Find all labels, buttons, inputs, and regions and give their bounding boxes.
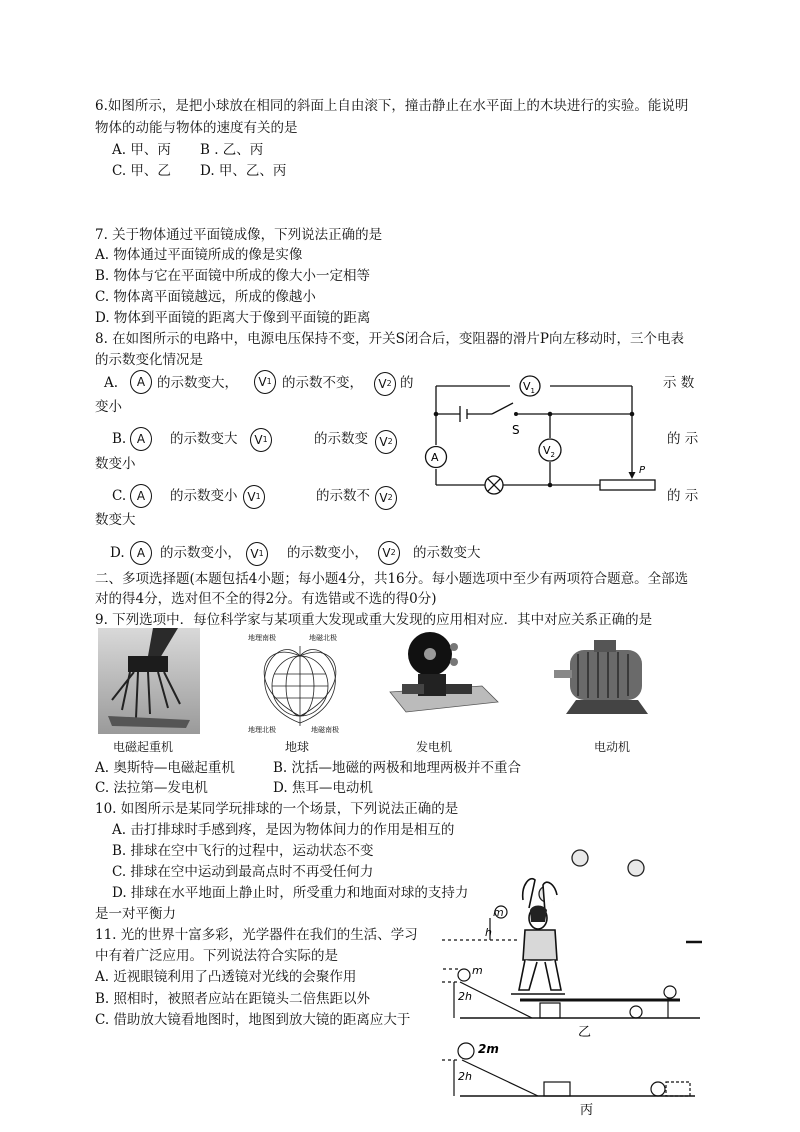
motor-image	[548, 634, 660, 718]
q10-option-d-line1: D. 排球在水平地面上静止时，所受重力和地面对球的支持力	[112, 885, 469, 901]
ammeter-symbol: A	[130, 370, 152, 394]
q8-option-b-label: B.	[112, 431, 127, 447]
section2-line1: 二、多项选择题(本题包括4小题；每小题4分，共16分。每小题选项中至少有两项符合题意。全部选	[95, 571, 689, 587]
q8-option-c-cont: 数变大	[95, 512, 136, 528]
q11-stem-line2: 中有着广泛应用。下列说法符合实际的是	[95, 948, 338, 964]
q6-stem-line1: 6.如图所示，是把小球放在相同的斜面上自由滚下，撞击静止在水平面上的木块进行的实验。能说明	[95, 98, 689, 114]
q8-option-a-cont: 变小	[95, 399, 122, 415]
ramp-yi-2h-label: 2h	[458, 990, 472, 1003]
q7-option-a: A. 物体通过平面镜所成的像是实像	[95, 247, 303, 263]
q8-option-d-text3: 的示数变大	[413, 545, 481, 561]
q6-option-c: C. 甲、乙	[112, 163, 171, 179]
globe-label-bottom-left: 地理北极	[248, 726, 276, 734]
q9-option-a: A. 奥斯特—电磁起重机	[95, 760, 235, 776]
q7-option-d: D. 物体到平面镜的距离大于像到平面镜的距离	[95, 310, 371, 326]
voltmeter-v1-symbol: V 1	[250, 428, 272, 452]
voltmeter-v2-symbol: V 2	[374, 372, 396, 396]
switch-label: S	[512, 423, 520, 437]
q8-option-d-text1: 的示数变小，	[160, 545, 241, 561]
caption-earth: 地球	[285, 740, 310, 754]
q9-option-d: D. 焦耳—电动机	[273, 780, 373, 796]
q9-stem: 9. 下列选项中．每位科学家与某项重大发现或重大发现的应用相对应．其中对应关系正确的是	[95, 612, 653, 628]
q8-option-a-label: A.	[104, 375, 119, 391]
q9-option-b: B. 沈括—地磁的两极和地理两极并不重合	[273, 760, 522, 776]
ammeter-symbol: A	[130, 484, 152, 508]
q8-option-d-label: D.	[110, 545, 125, 561]
voltmeter-v1-symbol: V 1	[243, 485, 265, 509]
ramp-experiment-figure	[440, 900, 700, 1120]
q10-stem: 10. 如图所示是某同学玩排球的一个场景，下列说法正确的是	[95, 801, 459, 817]
voltmeter-v2-symbol: V 2	[375, 430, 397, 454]
caption-motor: 电动机	[594, 740, 631, 754]
q6-option-b: B . 乙、丙	[200, 142, 264, 158]
q11-option-b: B. 照相时，被照者应站在距镜头二倍焦距以外	[95, 991, 371, 1007]
q11-option-a: A. 近视眼镜利用了凸透镜对光线的会聚作用	[95, 969, 357, 985]
q10-option-c: C. 排球在空中运动到最高点时不再受任何力	[112, 864, 374, 880]
q8-option-b-tail: 的 示	[667, 431, 699, 447]
circuit-v1-label: $V_1$	[523, 380, 535, 395]
ramp-bing-2m-label: 2m	[478, 1042, 499, 1056]
q8-option-a-tail: 示 数	[663, 375, 695, 391]
caption-crane: 电磁起重机	[113, 740, 174, 754]
q10-option-b: B. 排球在空中飞行的过程中，运动状态不变	[112, 843, 374, 859]
globe-label-top-right: 地磁北极	[309, 634, 337, 642]
q8-option-b-cont: 数变小	[95, 456, 136, 472]
q8-option-c-text1: 的示数变小	[170, 488, 238, 504]
caption-generator: 发电机	[416, 740, 453, 754]
q6-option-a: A. 甲、丙	[112, 142, 171, 158]
globe-label-bottom-right: 地磁南极	[311, 726, 339, 734]
slider-p-label: P	[639, 465, 646, 476]
ball-h-mass-label: m	[493, 906, 504, 919]
circuit-v2-label: $V_2$	[543, 444, 555, 459]
q8-option-c-tail: 的 示	[667, 488, 699, 504]
q10-option-d-line2: 是一对平衡力	[95, 906, 176, 922]
q11-stem-line1: 11. 光的世界十富多彩，光学器件在我们的生活、学习	[95, 927, 418, 943]
circuit-a-label: A	[431, 451, 439, 464]
figure-bing-label: 丙	[580, 1103, 594, 1118]
q8-option-b-text2: 的示数变	[314, 431, 368, 447]
generator-image	[382, 632, 502, 718]
player-h-label: h	[485, 926, 492, 939]
section2-line2: 对的得4分，选对但不全的得2分。有选错或不选的得0分)	[95, 591, 437, 607]
q8-option-d-text2: 的示数变小，	[287, 545, 368, 561]
globe-label-top-left: 地理南极	[248, 634, 276, 642]
q10-option-a: A. 击打排球时手感到疼，是因为物体间力的作用是相互的	[112, 822, 455, 838]
q6-stem-line2: 物体的动能与物体的速度有关的是	[95, 120, 298, 136]
voltmeter-v1-symbol: V 1	[246, 542, 268, 566]
q7-stem: 7. 关于物体通过平面镜成像，下列说法正确的是	[95, 227, 383, 243]
q8-stem-line1: 8. 在如图所示的电路中，电源电压保持不变，开关S闭合后，变阻器的滑片P向左移动时，三个电表	[95, 331, 685, 347]
q11-option-c: C. 借助放大镜看地图时，地图到放大镜的距离应大于	[95, 1012, 411, 1028]
voltmeter-v1-symbol: V 1	[254, 370, 276, 394]
ammeter-symbol: A	[130, 541, 152, 565]
q8-option-a-text1: 的示数变大，	[157, 375, 238, 391]
q7-option-c: C. 物体离平面镜越远，所成的像越小	[95, 289, 316, 305]
q8-option-c-label: C.	[112, 488, 127, 504]
voltmeter-v2-symbol: V 2	[375, 486, 397, 510]
q8-option-a-text2: 的示数不变，	[282, 375, 363, 391]
q8-option-c-text2: 的示数不	[316, 488, 370, 504]
figure-yi-label: 乙	[578, 1025, 592, 1040]
q8-option-b-text1: 的示数变大	[170, 431, 238, 447]
q8-stem-line2: 的示数变化情况是	[95, 352, 203, 368]
voltmeter-v2-symbol: V 2	[378, 541, 400, 565]
earth-magnetic-field-diagram	[245, 628, 355, 734]
q7-option-b: B. 物体与它在平面镜中所成的像大小一定相等	[95, 268, 371, 284]
q8-option-a-text3: 的	[400, 375, 414, 391]
q9-option-c: C. 法拉第—发电机	[95, 780, 208, 796]
ramp-yi-m-label: m	[472, 964, 483, 977]
ammeter-symbol: A	[130, 427, 152, 451]
q6-option-d: D. 甲、乙、丙	[200, 163, 287, 179]
circuit-diagram	[420, 370, 665, 495]
ramp-bing-2h-label: 2h	[458, 1070, 472, 1083]
crane-image	[98, 628, 200, 734]
